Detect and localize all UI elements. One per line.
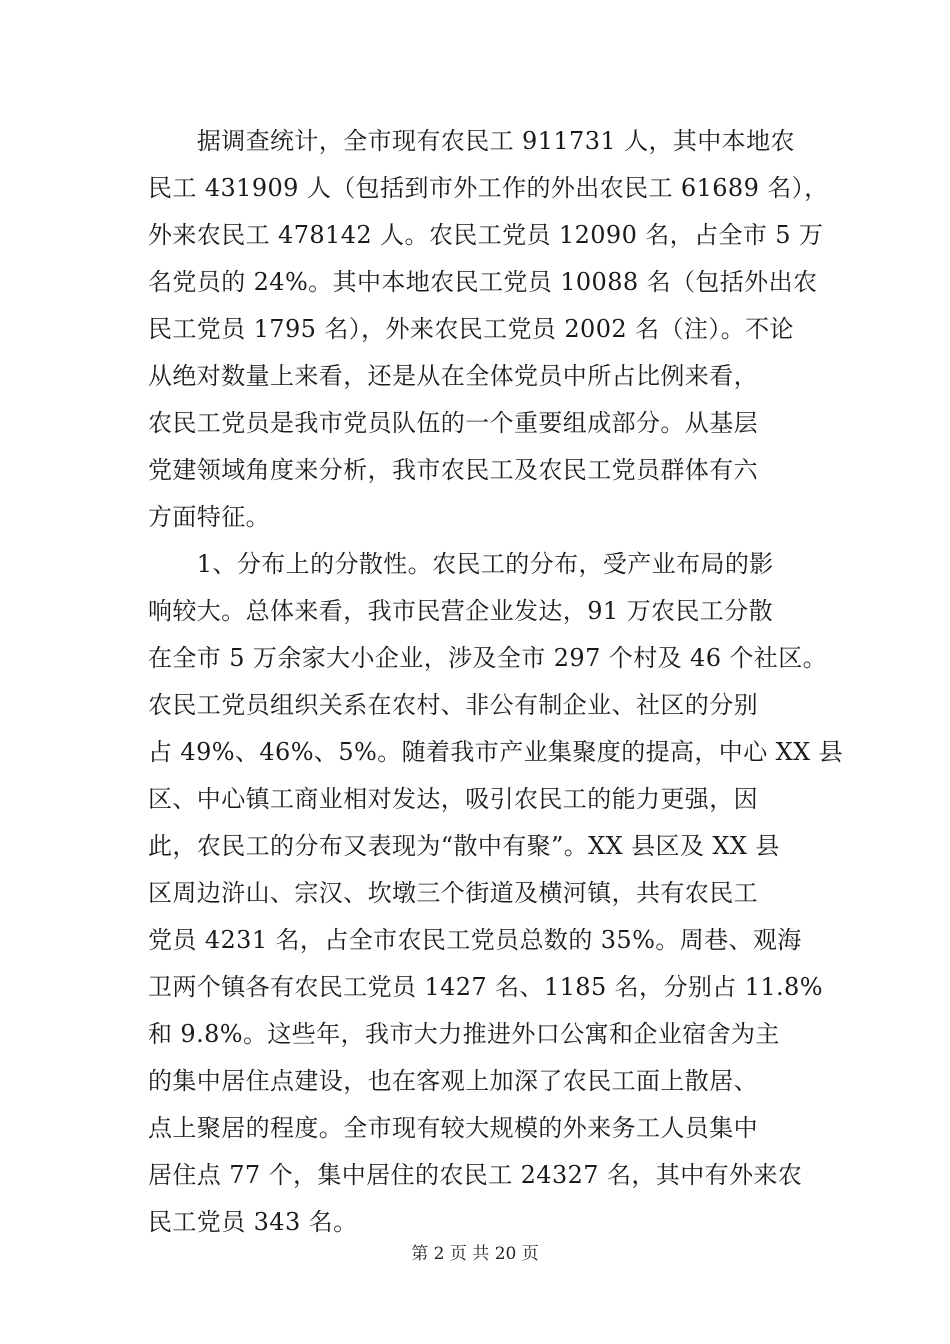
- page-number-footer: 第 2 页 共 20 页: [411, 1244, 539, 1264]
- text-line: 区、中心镇工商业相对发达，吸引农民工的能力更强，因: [148, 785, 758, 813]
- text-line: 农民工党员组织关系在农村、非公有制企业、社区的分别: [148, 691, 758, 719]
- text-line: 卫两个镇各有农民工党员 1427 名、1185 名，分别占 11.8%: [148, 973, 823, 1001]
- text-line: 响较大。总体来看，我市民营企业发达，91 万农民工分散: [148, 597, 773, 625]
- paragraph-intro: [148, 118, 829, 541]
- text-line: 民工 431909 人（包括到市外工作的外出农民工 61689 名），: [148, 174, 829, 202]
- text-line: 区周边浒山、宗汉、坎墩三个街道及横河镇，共有农民工: [148, 879, 758, 907]
- text-line: 在全市 5 万余家大小企业，涉及全市 297 个村及 46 个社区。: [148, 644, 827, 672]
- paragraph-section-1: [148, 541, 844, 1246]
- text-line: 占 49%、46%、5%。随着我市产业集聚度的提高，中心 XX 县: [148, 738, 844, 766]
- text-line: 此，农民工的分布又表现为“散中有聚”。XX 县区及 XX 县: [148, 832, 780, 860]
- text-line: 从绝对数量上来看，还是从在全体党员中所占比例来看，: [148, 362, 758, 390]
- document-body: [148, 118, 844, 1246]
- text-line: 的集中居住点建设，也在客观上加深了农民工面上散居、: [148, 1067, 758, 1095]
- text-line: 居住点 77 个，集中居住的农民工 24327 名，其中有外来农: [148, 1161, 803, 1189]
- text-line: 据调查统计，全市现有农民工 911731 人，其中本地农: [148, 127, 795, 155]
- text-line: 党员 4231 名，占全市农民工党员总数的 35%。周巷、观海: [148, 926, 802, 954]
- text-line: 1、分布上的分散性。农民工的分布，受产业布局的影: [148, 550, 774, 578]
- text-line: 民工党员 343 名。: [148, 1208, 358, 1236]
- text-line: 点上聚居的程度。全市现有较大规模的外来务工人员集中: [148, 1114, 758, 1142]
- text-line: 外来农民工 478142 人。农民工党员 12090 名，占全市 5 万: [148, 221, 824, 249]
- text-line: 民工党员 1795 名），外来农民工党员 2002 名（注）。不论: [148, 315, 794, 343]
- text-line: 农民工党员是我市党员队伍的一个重要组成部分。从基层: [148, 409, 758, 437]
- text-line: 名党员的 24%。其中本地农民工党员 10088 名（包括外出农: [148, 268, 818, 296]
- text-line: 和 9.8%。这些年，我市大力推进外口公寓和企业宿舍为主: [148, 1020, 780, 1048]
- text-line: 党建领域角度来分析，我市农民工及农民工党员群体有六: [148, 456, 758, 484]
- text-line: 方面特征。: [148, 503, 270, 531]
